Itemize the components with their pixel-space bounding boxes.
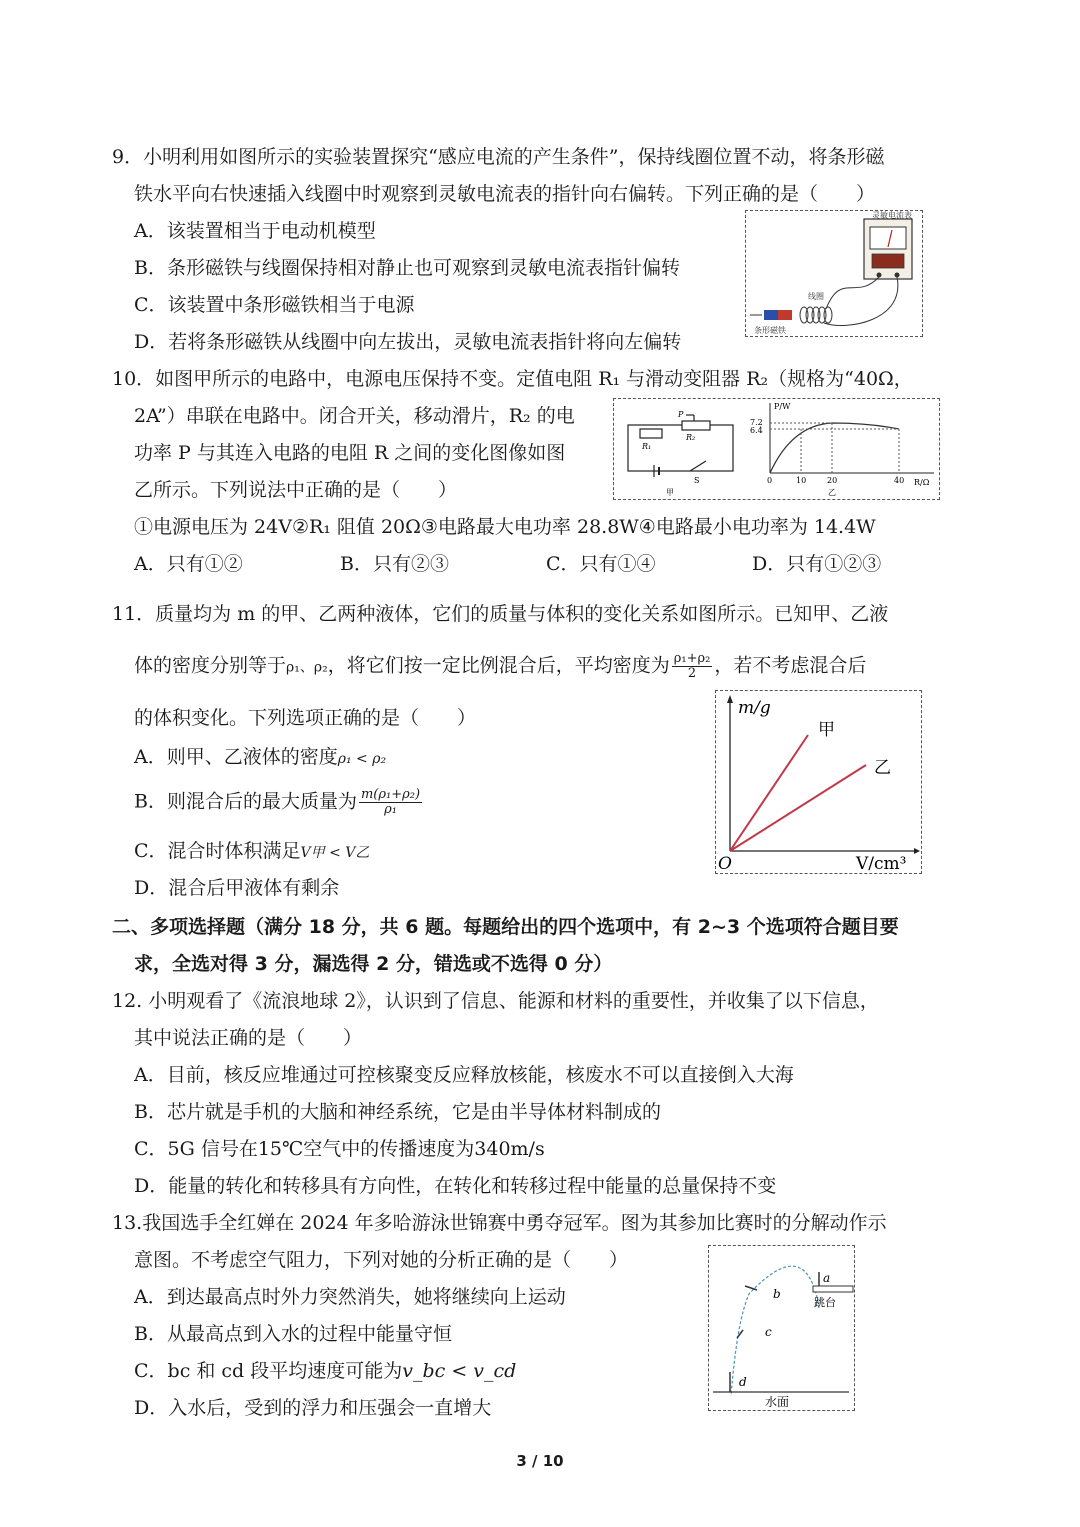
q11-option-a [134,744,386,772]
q11-option-b-den: ρ₁ [384,802,397,817]
q11-frac-den: 2 [687,666,697,681]
section2-heading-line2: 求，全选对得 3 分，漏选得 2 分，错选或不选得 0 分） [134,953,613,975]
water-label: 水面 [765,1395,790,1409]
q10-option-b: B．只有②③ [340,553,449,575]
q11-stem2-d: ，若不考虑混合后 [714,654,867,677]
q10-option-c: C．只有①④ [546,553,656,575]
q9-stem-line2: 铁水平向右快速插入线圈中时观察到灵敏电流表的指针向右偏转。下列正确的是（ ） [134,183,876,205]
q12-stem-line1: 12. 小明观看了《流浪地球 2》，认识到了信息、能源和材料的重要性，并收集了以下信息， [112,990,879,1012]
q11-frac-num: ρ₁+ρ₂ [673,651,711,666]
x-tick-20: 20 [827,476,838,485]
page-number: 3 / 10 [516,1452,564,1470]
coil [800,307,832,323]
q10-figure [613,398,940,500]
x-axis-label: R/Ω [914,478,930,487]
x-tick-40: 40 [894,476,905,485]
q10-option-a: A．只有①② [134,553,243,575]
q12-option-b: B．芯片就是手机的大脑和神经系统，它是由半导体材料制成的 [134,1101,661,1123]
q10-stem-line2: 2A”）串联在电路中。闭合开关，移动滑片，R₂ 的电 [134,405,575,427]
point-a-label: a [823,1271,831,1285]
yi-label: 乙 [874,758,891,778]
q13-option-c-text: C．bc 和 cd 段平均速度可能为 [134,1360,403,1382]
section2-heading-line1: 二、多项选择题（满分 18 分，共 6 题。每题给出的四个选项中，有 2~3 个选项符合题目要 [112,916,899,938]
q11-option-b-text: B．则混合后的最大质量为 [134,790,357,813]
slider-p-label: P [678,410,684,419]
q11-option-d: D．混合后甲液体有剩余 [134,877,340,899]
q11-mass-volume-graph [716,691,921,873]
magnet-north [764,310,778,320]
terminal-right [895,273,900,278]
magnet-label: 条形磁铁 [754,326,786,335]
q11-stem2-a: 体的密度分别等于 [134,654,287,677]
q11-stem-line1: 11．质量均为 m 的甲、乙两种液体，它们的质量与体积的变化关系如图所示。已知甲、乙液 [112,603,889,625]
point-c-label: c [765,1325,772,1339]
platform-label: 跳台 [814,1296,836,1309]
line-jia [730,735,808,851]
r2-label: R₂ [686,433,696,442]
y-tick-72: 7.2 [750,418,763,427]
q12-option-d: D．能量的转化和转移具有方向性，在转化和转移过程中能量的总量保持不变 [134,1175,777,1197]
x-tick-10: 10 [796,476,807,485]
q9-stem-line1: 9．小明利用如图所示的实验装置探究“感应电流的产生条件”，保持线圈位置不动，将条形磁 [112,146,885,168]
q10-stem-line3: 功率 P 与其连入电路的电阻 R 之间的变化图像如图 [134,442,566,464]
q12-option-c: C．5G 信号在15℃空气中的传播速度为340m/s [134,1138,545,1160]
q12-stem-line2: 其中说法正确的是（ ） [134,1027,363,1049]
q10-option-d: D．只有①②③ [752,553,882,575]
switch-s-label: S [694,476,700,485]
q10-stem-line4: 乙所示。下列说法中正确的是（ ） [134,479,458,501]
q11-avg-density-fraction [672,652,713,681]
point-d-label: d [739,1375,747,1389]
q9-apparatus-drawing [746,211,922,336]
q13-option-c [134,1358,516,1384]
r1-label: R₁ [642,442,652,451]
y-tick-64: 6.4 [750,426,763,435]
q10-stem-line1: 10．如图甲所示的电路中，电源电压保持不变。定值电阻 R₁ 与滑动变阻器 R₂（规格为“40Ω， [112,368,913,390]
jia-label: 甲 [818,720,835,740]
q13-stem-line2: 意图。不考虑空气阻力，下列对她的分析正确的是（ ） [134,1249,629,1271]
galvanometer-panel [872,254,904,268]
coil-label: 线圈 [808,292,824,301]
power-resistance-graph [750,402,934,497]
q11-option-b-num: m(ρ₁+ρ₂) [360,787,421,802]
line-yi [730,765,866,851]
q9-option-a: A．该装置相当于电动机模型 [134,220,376,242]
q9-option-d: D．若将条形磁铁从线圈中向左拔出，灵敏电流表指针将向左偏转 [134,331,682,353]
q13-option-c-formula: v_bc < v_cd [402,1360,517,1382]
q11-option-c [134,838,369,866]
q11-option-a-text: A．则甲、乙液体的密度 [134,746,338,768]
q11-stem2-c: ，将它们按一定比例混合后，平均密度为 [327,654,670,677]
power-curve [770,423,899,473]
q13-figure [708,1245,855,1411]
q13-option-b: B．从最高点到入水的过程中能量守恒 [134,1323,452,1345]
q10-circuit-and-graph [614,399,939,499]
x-tick-0: 0 [767,476,773,485]
q13-option-a: A．到达最高点时外力突然消失，她将继续向上运动 [134,1286,566,1308]
q11-stem-line3: 的体积变化。下列选项正确的是（ ） [134,707,477,729]
q11-option-b [134,788,422,817]
q9-option-b: B．条形磁铁与线圈保持相对静止也可观察到灵敏电流表指针偏转 [134,257,680,279]
x-axis-label: V/cm³ [856,854,907,873]
x-axis-arrow [914,848,920,854]
fig-yi-label: 乙 [828,488,836,497]
q12-option-a: A．目前，核反应堆通过可控核聚变反应释放核能，核废水不可以直接倒入大海 [134,1064,794,1086]
q9-figure [745,210,923,337]
q11-densities: ρ₁、ρ₂ [286,659,328,676]
wire-left [826,277,879,309]
q13-dive-trajectory [709,1246,854,1410]
y-axis-label: P/W [774,402,791,411]
y-axis-label: m/g [738,698,771,718]
q11-figure [715,690,922,874]
q11-option-a-formula: ρ₁ < ρ₂ [337,751,387,767]
fig-jia-label: 甲 [666,488,674,497]
q13-option-d: D．入水后，受到的浮力和压强会一直增大 [134,1397,492,1419]
q11-stem-line2 [134,652,866,681]
q13-stem-line1: 13.我国选手全红婵在 2024 年多哈游泳世锦赛中勇夺冠军。图为其参加比赛时的分解动作示 [112,1212,887,1234]
q11-option-c-formula: V甲 < V乙 [300,845,370,861]
q9-option-c: C．该装置中条形磁铁相当于电源 [134,294,415,316]
q10-statements: ①电源电压为 24V②R₁ 阻值 20Ω③电路最大电功率 28.8W④电路最小电功率为 14.4W [134,516,876,538]
q11-option-b-fraction [359,788,422,817]
diving-platform [813,1286,853,1292]
y-axis-arrow [727,695,733,703]
origin-label: O [718,854,732,873]
point-b-label: b [773,1287,781,1301]
q11-option-c-text: C．混合时体积满足 [134,840,301,862]
galvanometer-label: 灵敏电流表 [872,211,912,220]
magnet-south [778,310,792,320]
terminal-left [877,273,882,278]
wire-right [824,277,898,326]
